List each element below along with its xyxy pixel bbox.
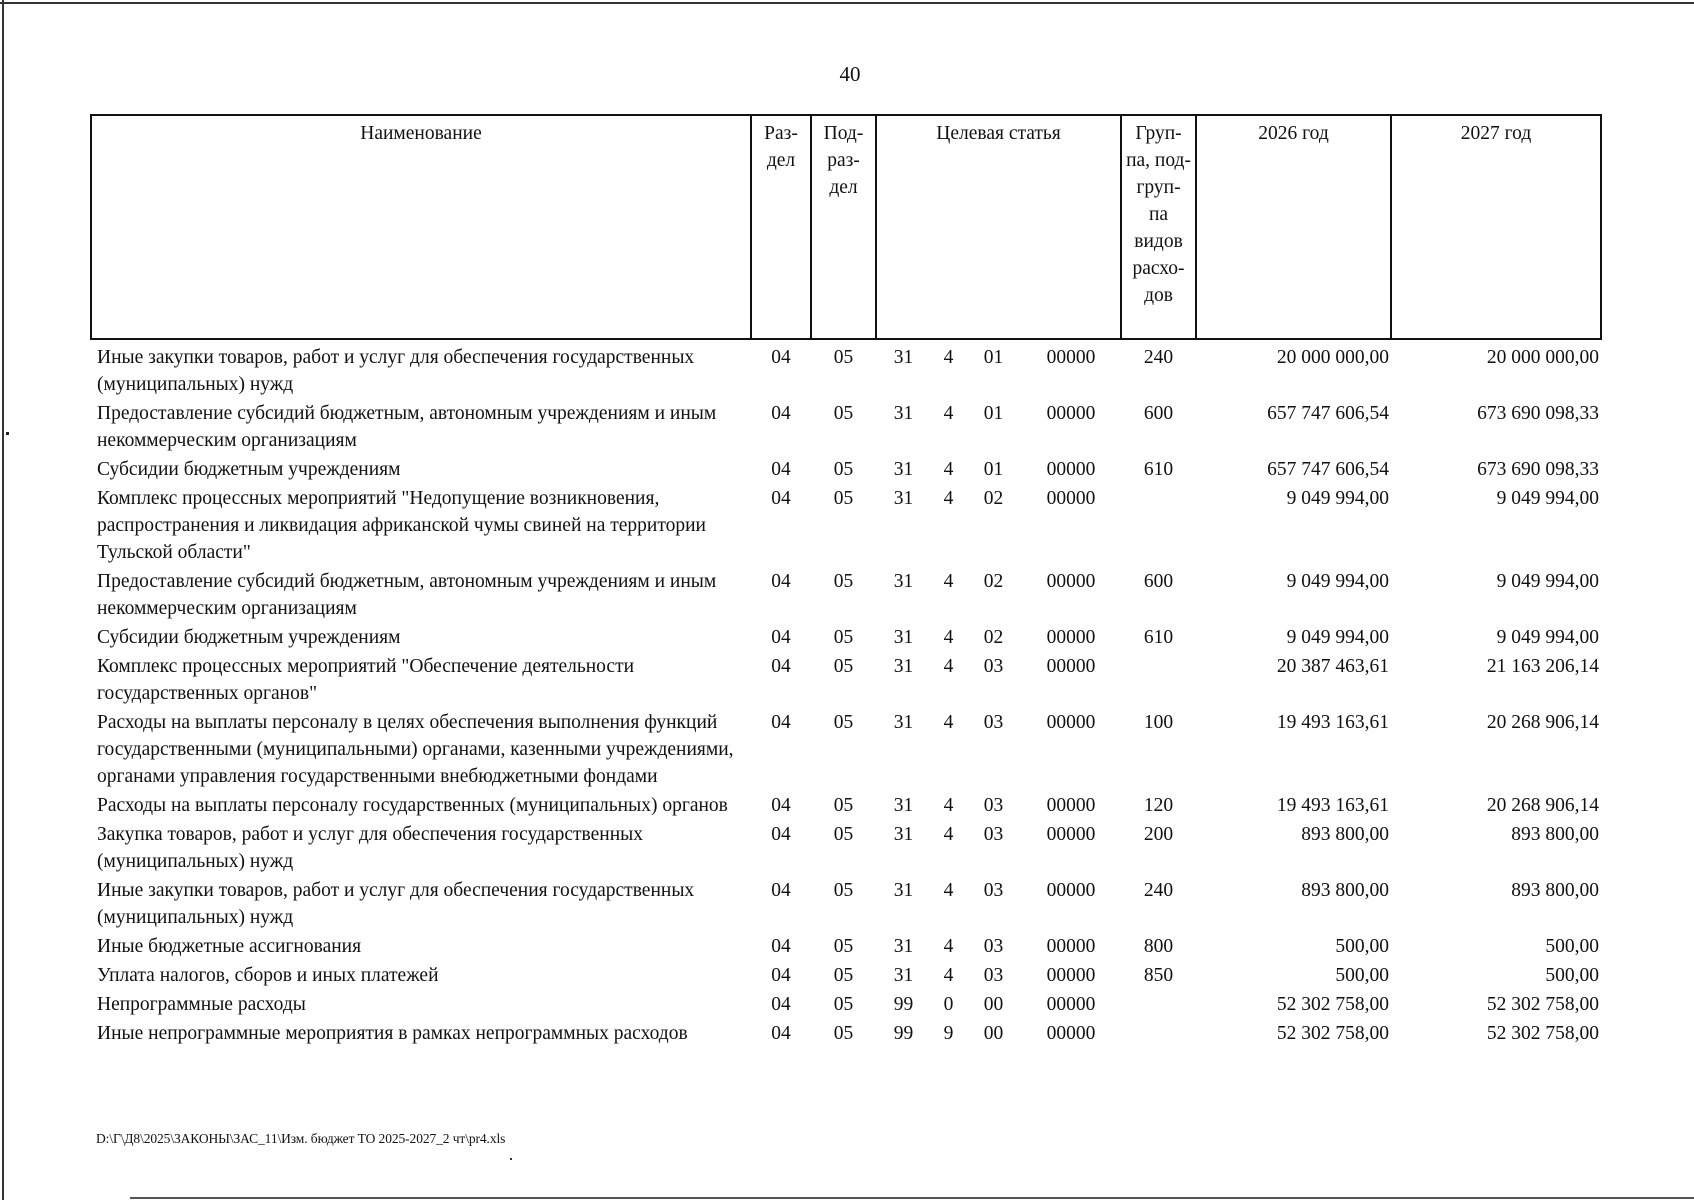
row-amount-2026: 500,00 (1335, 965, 1390, 986)
row-target-program: 99 (893, 994, 914, 1015)
row-podrazdel: 05 (833, 965, 854, 986)
row-target-direction: 00000 (1046, 795, 1096, 816)
row-target-element: 03 (983, 712, 1004, 733)
row-target-type: 4 (943, 712, 954, 733)
row-target-direction: 00000 (1046, 459, 1096, 480)
col-header-name: Наименование (91, 115, 751, 339)
row-target-program: 31 (893, 656, 914, 677)
row-target-type: 0 (943, 994, 954, 1015)
row-podrazdel: 05 (833, 403, 854, 424)
row-razdel: 04 (771, 1023, 791, 1044)
row-expense-group (1121, 991, 1196, 1020)
row-name: Иные бюджетные ассигнования (97, 936, 362, 957)
row-target-element: 00 (983, 994, 1004, 1015)
row-razdel: 04 (771, 795, 791, 816)
row-name: Комплекс процессных мероприятий "Недопущение возникновения, распространения и ликвидация африканской чумы свиней на территории Тульской области" (97, 488, 706, 563)
row-target-element: 03 (983, 656, 1004, 677)
row-razdel: 04 (771, 824, 791, 845)
row-podrazdel: 05 (833, 936, 854, 957)
row-amount-2027: 20 000 000,00 (1486, 347, 1600, 368)
scan-mark (6, 432, 9, 435)
row-target-direction: 00000 (1046, 403, 1096, 424)
row-target-direction: 00000 (1046, 488, 1096, 509)
col-header-razdel: Раз- дел (751, 115, 811, 339)
row-name: Предоставление субсидий бюджетным, автономным учреждениям и иным некоммерческим организациям (97, 571, 717, 619)
row-target-element: 03 (983, 880, 1004, 901)
row-amount-2026: 657 747 606,54 (1267, 403, 1390, 424)
row-target-program: 31 (893, 403, 914, 424)
row-target-direction: 00000 (1046, 936, 1096, 957)
row-podrazdel: 05 (833, 712, 854, 733)
row-target-element: 03 (983, 795, 1004, 816)
table-row (91, 821, 1601, 877)
row-podrazdel: 05 (833, 795, 854, 816)
row-target-program: 31 (893, 965, 914, 986)
row-amount-2026: 20 000 000,00 (1276, 347, 1390, 368)
row-target-type: 4 (943, 403, 954, 424)
row-target-type: 4 (943, 571, 954, 592)
row-podrazdel: 05 (833, 1023, 854, 1044)
row-podrazdel: 05 (833, 880, 854, 901)
row-expense-group: 850 (1143, 965, 1174, 986)
row-target-program: 31 (893, 571, 914, 592)
row-target-program: 99 (893, 1023, 914, 1044)
row-amount-2027: 9 049 994,00 (1496, 571, 1600, 592)
row-razdel: 04 (771, 880, 791, 901)
row-target-type: 4 (943, 936, 954, 957)
row-expense-group: 100 (1143, 712, 1174, 733)
row-target-element: 03 (983, 965, 1004, 986)
scan-edge-bottom (130, 1197, 1694, 1199)
row-amount-2027: 893 800,00 (1511, 880, 1600, 901)
row-amount-2026: 500,00 (1335, 936, 1390, 957)
row-name: Предоставление субсидий бюджетным, автономным учреждениям и иным некоммерческим организациям (97, 403, 717, 451)
row-podrazdel: 05 (833, 571, 854, 592)
row-target-element: 02 (983, 627, 1004, 648)
row-podrazdel: 05 (833, 656, 854, 677)
row-amount-2027: 52 302 758,00 (1486, 994, 1600, 1015)
col-header-podrazdel: Под- раз- дел (811, 115, 876, 339)
row-amount-2027: 20 268 906,14 (1486, 795, 1600, 816)
row-expense-group: 240 (1143, 880, 1174, 901)
row-target-type: 4 (943, 347, 954, 368)
row-amount-2026: 19 493 163,61 (1276, 795, 1390, 816)
row-target-program: 31 (893, 712, 914, 733)
row-razdel: 04 (771, 403, 791, 424)
row-podrazdel: 05 (833, 459, 854, 480)
row-target-direction: 00000 (1046, 965, 1096, 986)
row-podrazdel: 05 (833, 347, 854, 368)
row-podrazdel: 05 (833, 994, 854, 1015)
row-target-type: 4 (943, 880, 954, 901)
row-target-direction: 00000 (1046, 347, 1096, 368)
row-target-element: 03 (983, 824, 1004, 845)
row-razdel: 04 (771, 347, 791, 368)
table-row (91, 792, 1601, 821)
row-target-type: 4 (943, 795, 954, 816)
row-amount-2027: 893 800,00 (1511, 824, 1600, 845)
row-target-element: 03 (983, 936, 1004, 957)
row-amount-2026: 893 800,00 (1301, 824, 1390, 845)
row-name: Субсидии бюджетным учреждениям (97, 459, 401, 480)
table-body (91, 339, 1601, 1049)
table-row (91, 709, 1601, 792)
row-name: Расходы на выплаты персоналу государственных (муниципальных) органов (97, 795, 728, 816)
row-amount-2026: 20 387 463,61 (1276, 656, 1390, 677)
row-target-program: 31 (893, 880, 914, 901)
row-target-type: 4 (943, 965, 954, 986)
row-amount-2027: 9 049 994,00 (1496, 488, 1600, 509)
row-expense-group: 610 (1143, 459, 1174, 480)
table-row (91, 485, 1601, 568)
table-row (91, 1020, 1601, 1049)
row-name: Уплата налогов, сборов и иных платежей (97, 965, 439, 986)
row-target-element: 00 (983, 1023, 1004, 1044)
row-name: Иные закупки товаров, работ и услуг для обеспечения государственных (муниципальных) нужд (97, 347, 695, 395)
row-razdel: 04 (771, 936, 791, 957)
row-podrazdel: 05 (833, 488, 854, 509)
row-amount-2026: 9 049 994,00 (1286, 627, 1390, 648)
row-name: Иные непрограммные мероприятия в рамках непрограммных расходов (97, 1023, 688, 1044)
row-target-direction: 00000 (1046, 824, 1096, 845)
row-name: Расходы на выплаты персоналу в целях обеспечения выполнения функций государственными (муниципальными) органами, казенными учреждениями, органами управления государственными внебюджетными фондами (97, 712, 734, 787)
row-razdel: 04 (771, 994, 791, 1015)
budget-table (90, 114, 1602, 1049)
table-row (91, 877, 1601, 933)
table-row (91, 962, 1601, 991)
scan-edge-top (0, 2, 1694, 4)
row-target-direction: 00000 (1046, 880, 1096, 901)
row-expense-group: 610 (1143, 627, 1174, 648)
row-amount-2027: 500,00 (1545, 936, 1600, 957)
table-row (91, 339, 1601, 400)
row-target-type: 4 (943, 627, 954, 648)
table-row (91, 400, 1601, 456)
row-amount-2027: 21 163 206,14 (1486, 656, 1600, 677)
row-target-program: 31 (893, 459, 914, 480)
row-target-element: 01 (983, 459, 1004, 480)
row-expense-group (1121, 1020, 1196, 1049)
col-header-target: Целевая статья (876, 115, 1121, 339)
row-razdel: 04 (771, 488, 791, 509)
row-target-type: 4 (943, 824, 954, 845)
row-target-type: 4 (943, 459, 954, 480)
col-header-2026: 2026 год (1196, 115, 1391, 339)
row-target-program: 31 (893, 824, 914, 845)
row-podrazdel: 05 (833, 824, 854, 845)
row-expense-group: 120 (1143, 795, 1174, 816)
row-target-element: 01 (983, 347, 1004, 368)
row-razdel: 04 (771, 459, 791, 480)
row-expense-group: 200 (1143, 824, 1174, 845)
row-name: Непрограммные расходы (97, 994, 306, 1015)
row-amount-2027: 673 690 098,33 (1477, 403, 1600, 424)
row-target-type: 9 (943, 1023, 954, 1044)
row-name: Комплекс процессных мероприятий "Обеспечение деятельности государственных органов" (97, 656, 635, 704)
row-amount-2026: 9 049 994,00 (1286, 488, 1390, 509)
row-name: Иные закупки товаров, работ и услуг для обеспечения государственных (муниципальных) нужд (97, 880, 695, 928)
row-target-direction: 00000 (1046, 571, 1096, 592)
row-expense-group: 240 (1143, 347, 1174, 368)
row-name: Закупка товаров, работ и услуг для обеспечения государственных (муниципальных) нужд (97, 824, 644, 872)
table-row (91, 568, 1601, 624)
row-amount-2026: 893 800,00 (1301, 880, 1390, 901)
row-target-type: 4 (943, 656, 954, 677)
page-number: 40 (839, 62, 861, 86)
row-target-program: 31 (893, 795, 914, 816)
row-razdel: 04 (771, 965, 791, 986)
row-razdel: 04 (771, 627, 791, 648)
row-target-program: 31 (893, 488, 914, 509)
row-target-direction: 00000 (1046, 627, 1096, 648)
row-target-element: 01 (983, 403, 1004, 424)
row-razdel: 04 (771, 712, 791, 733)
row-amount-2026: 52 302 758,00 (1276, 994, 1390, 1015)
row-expense-group: 600 (1143, 571, 1174, 592)
row-amount-2026: 9 049 994,00 (1286, 571, 1390, 592)
row-expense-group (1121, 485, 1196, 568)
row-amount-2027: 52 302 758,00 (1486, 1023, 1600, 1044)
row-target-direction: 00000 (1046, 656, 1096, 677)
row-expense-group: 600 (1143, 403, 1174, 424)
row-expense-group (1121, 653, 1196, 709)
row-target-program: 31 (893, 347, 914, 368)
row-target-element: 02 (983, 488, 1004, 509)
footer-dot (510, 1158, 512, 1160)
table-row (91, 933, 1601, 962)
table-row (91, 653, 1601, 709)
row-target-program: 31 (893, 936, 914, 957)
row-amount-2027: 500,00 (1545, 965, 1600, 986)
table-header-row (91, 115, 1601, 339)
row-amount-2026: 19 493 163,61 (1276, 712, 1390, 733)
row-target-direction: 00000 (1046, 712, 1096, 733)
scan-edge-left (2, 0, 4, 1200)
row-razdel: 04 (771, 656, 791, 677)
table-row (91, 456, 1601, 485)
footer-file-path: D:\Г\Д8\2025\ЗАКОНЫ\ЗАС_11\Изм. бюджет ТО 2025-2027_2 чт\pr4.xls (96, 1131, 506, 1146)
row-amount-2027: 9 049 994,00 (1496, 627, 1600, 648)
row-expense-group: 800 (1143, 936, 1174, 957)
row-target-element: 02 (983, 571, 1004, 592)
table-row (91, 624, 1601, 653)
row-amount-2026: 52 302 758,00 (1276, 1023, 1390, 1044)
col-header-2027: 2027 год (1391, 115, 1601, 339)
row-podrazdel: 05 (833, 627, 854, 648)
row-amount-2027: 673 690 098,33 (1477, 459, 1600, 480)
row-name: Субсидии бюджетным учреждениям (97, 627, 401, 648)
row-target-program: 31 (893, 627, 914, 648)
col-header-group: Груп- па, под- груп- па видов расхо- дов (1121, 115, 1196, 339)
row-target-direction: 00000 (1046, 1023, 1096, 1044)
row-target-type: 4 (943, 488, 954, 509)
row-razdel: 04 (771, 571, 791, 592)
row-amount-2026: 657 747 606,54 (1267, 459, 1390, 480)
row-target-direction: 00000 (1046, 994, 1096, 1015)
table-row (91, 991, 1601, 1020)
row-amount-2027: 20 268 906,14 (1486, 712, 1600, 733)
